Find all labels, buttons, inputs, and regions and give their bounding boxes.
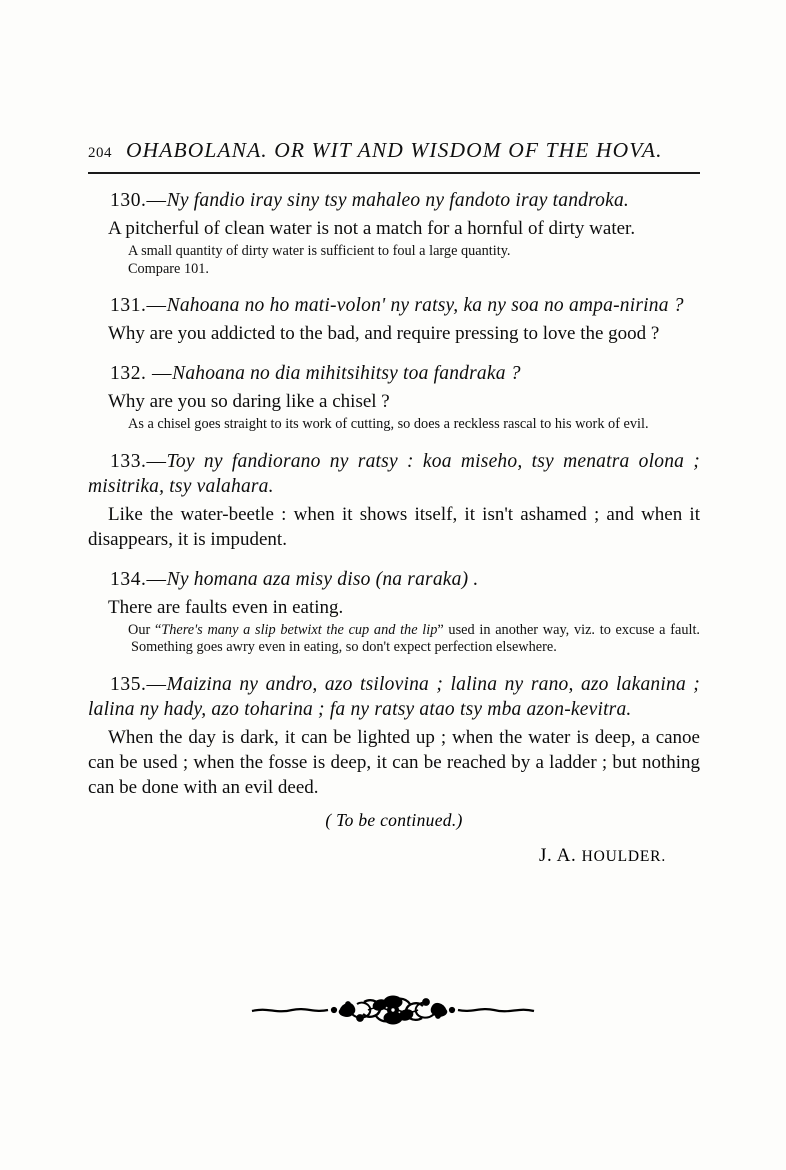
entry-135 [88,672,700,800]
author-surname: HOULDER. [581,847,666,865]
proverb-text [88,293,700,318]
entry-134 [88,567,700,657]
translation-text: When the day is dark, it can be lighted up ; when the water is deep, a canoe can be used ; when the fosse is deep, it can be reached by a ladder ; but nothing can be done with an evil deed. [88,726,700,798]
running-head-title: OHABOLANA. OR WIT AND WISDOM OF THE HOVA. [126,138,663,162]
note-line: A small quantity of dirty water is sufficient to foul a large quantity. [128,243,511,259]
proverb-text [88,567,700,592]
entry-133 [88,449,700,552]
floral-rule-ornament [0,988,786,1032]
note-prefix: Our “ [128,621,162,638]
entry-number: 133.— [110,450,167,472]
proverb-text [88,188,700,213]
text-column [88,188,700,867]
note-line: As a chisel goes straight to its work of cutting, so does a reckless rascal to his work of evil. [128,416,649,432]
proverb-malagasy: Ny fandio iray siny tsy mahaleo ny fandoto iray tandroka. [166,190,630,211]
proverb-text [88,672,700,722]
running-head [88,138,700,163]
proverb-malagasy: Toy ny fandiorano ny ratsy : koa miseho, tsy menatra olona ; misitrika, tsy valahara. [88,450,700,497]
translation-text: Why are you addicted to the bad, and require pressing to love the good ? [108,323,660,344]
spacer [88,659,700,672]
header-rule [88,172,700,174]
page-number: 204 [88,145,112,161]
translation-text: Like the water-beetle : when it shows itself, it isn't ashamed ; and when it disappears, it is impudent. [88,503,700,550]
proverb-malagasy: Maizina ny andro, azo tsilovina ; lalina ny rano, azo lakanina ; lalina ny hady, azo toharina ; fa ny ratsy atao tsy mba azon-kevitra. [88,673,700,720]
translation-text: There are faults even in eating. [108,596,344,618]
entry-132 [88,361,700,434]
spacer [88,436,700,449]
author-byline [88,845,700,867]
proverb-text [88,449,700,499]
entry-number: 135.— [110,673,167,695]
author-initials: J. A. [539,844,582,866]
note-block [128,243,700,278]
note-suffix: ” used in another way, viz. to excuse a fault. Something goes awry even in eating, so don't expect perfection elsewhere. [131,621,701,655]
translation-text: A pitcherful of clean water is not a match for a hornful of dirty water. [108,218,636,239]
translation-text: Why are you so daring like a chisel ? [108,391,390,412]
note-block [128,416,700,434]
entry-number: 134.— [110,568,167,590]
entry-number: 131.— [110,295,167,316]
proverb-malagasy: Nahoana no dia mihitsihitsy toa fandraka ? [172,363,521,384]
spacer [88,554,700,567]
spacer [88,348,700,361]
note-quotation: There's many a slip betwixt the cup and the lip [161,621,438,638]
to-be-continued: ( To be continued.) [325,809,463,830]
entry-131 [88,293,700,346]
note-line: Compare 101. [128,260,209,277]
entry-number: 130.— [110,190,167,211]
entry-130 [88,188,700,278]
note-block [128,622,700,657]
proverb-malagasy: Nahoana no ho mati-volon' ny ratsy, ka ny soa no ampa-nirina ? [166,295,684,316]
proverb-text [88,361,700,386]
spacer [88,280,700,293]
proverb-malagasy: Ny homana aza misy diso (na raraka) . [166,568,479,590]
entry-number: 132. — [110,363,173,384]
